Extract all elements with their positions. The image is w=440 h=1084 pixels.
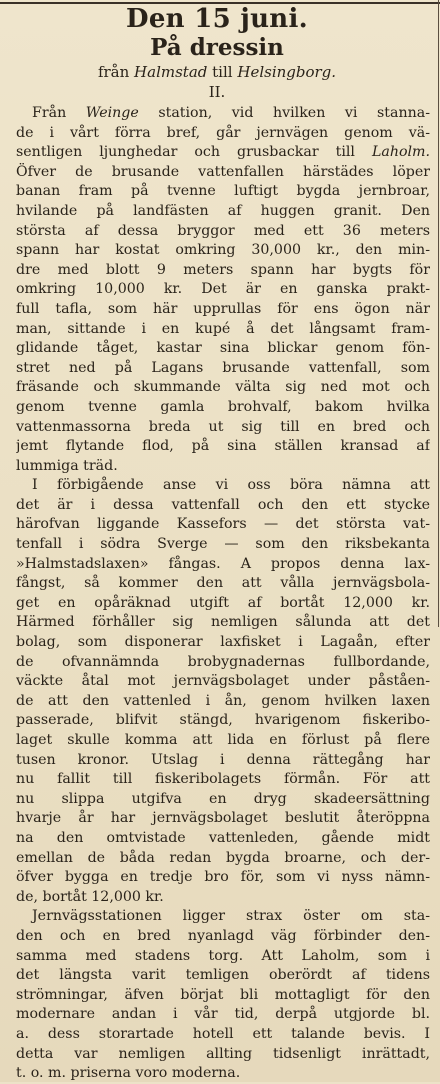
line-text: emellan de båda redan bygda broarne, och der- <box>16 849 430 866</box>
article-line <box>16 986 430 1006</box>
line-text: tusen kronor. Utslag i denna rättegång har <box>16 751 430 768</box>
line-text: banan fram på tvenne luftigt bygda jernbroar, <box>16 183 430 200</box>
line-text: väckte åtal mot jernvägsbolaget under påståen- <box>16 673 430 690</box>
article-line <box>16 711 430 731</box>
line-text: modernare andan i vår tid, derpå utgjorde bl. <box>16 1006 430 1023</box>
article-line <box>16 280 430 300</box>
article-line <box>16 457 430 477</box>
byline-mid: till <box>212 63 233 81</box>
line-text: största af dessa bryggor med ett 36 meters <box>16 222 430 239</box>
line-text: fräsande och skummande välta sig ned mot och <box>16 379 430 396</box>
line-text: a. dess storartade hotell ett talande bevis. I <box>16 1025 430 1042</box>
article-title: På dressin <box>150 34 284 61</box>
line-text: Jernvägsstationen ligger strax öster om sta- <box>32 908 430 925</box>
article-line <box>16 868 430 888</box>
article-line <box>16 222 430 242</box>
article-line <box>16 751 430 771</box>
line-text: full tafla, som här upprullas för ens ögon när <box>16 300 430 317</box>
article-line <box>16 104 430 124</box>
line-text: man, sittande i en kupé å det långsamt fram- <box>16 320 430 337</box>
article-line <box>16 515 430 535</box>
line-text: det längsta varit temligen oberördt af tidens <box>16 967 430 984</box>
part-number: II. <box>208 83 226 101</box>
article-line <box>16 163 430 183</box>
line-text: nu fallit till fiskeribolagets förmån. För att <box>16 771 430 788</box>
article-line <box>16 790 430 810</box>
line-text: genom tvenne gamla brohvalf, bakom hvilka <box>16 398 430 415</box>
line-text: bolag, som disponerar laxfisket i Lagaån, efter <box>16 634 430 651</box>
article-line <box>16 966 430 986</box>
byline-prefix: från <box>97 63 130 81</box>
article-body <box>16 104 430 1084</box>
article-line <box>16 672 430 692</box>
article-line <box>16 555 430 575</box>
article-line <box>16 731 430 751</box>
article-line <box>16 829 430 849</box>
line-text: laget skulle komma att lida en förlust på flere <box>16 732 430 748</box>
article-line <box>16 143 430 163</box>
line-text: omkring 10,000 kr. Det är en ganska prakt- <box>16 281 430 298</box>
line-text: detta var nemligen allting tidsenligt inrättadt, <box>16 1045 430 1062</box>
line-text: härofvan liggande Kassefors — det största vat- <box>16 516 430 533</box>
article-line <box>16 398 430 418</box>
article-line <box>16 339 430 359</box>
byline-from: Halmstad <box>134 63 208 81</box>
line-text: t. o. m. priserna voro moderna. <box>16 1065 241 1082</box>
article-line <box>16 927 430 947</box>
line-text: det är i dessa vattenfall och den ett stycke <box>16 496 430 513</box>
article-line <box>16 320 430 340</box>
line-text: vattenmassorna breda ut sig till en bred och <box>16 418 430 435</box>
byline-to: Helsingborg. <box>237 63 337 81</box>
article-line <box>16 418 430 438</box>
line-text: de att den vattenled i ån, genom hvilken laxen <box>16 692 430 709</box>
line-text: tenfall i södra Sverge — som den riksbekanta <box>16 536 430 553</box>
article-line <box>16 261 430 281</box>
line-text: passerade, blifvit stängd, hvarigenom fiskeribo- <box>16 712 430 729</box>
date-headline: Den 15 juni. <box>125 4 309 34</box>
line-text: fångst, så kommer den att vålla jernvägsbola- <box>16 575 430 592</box>
line-text: lummiga träd. <box>16 457 118 474</box>
line-text: hvarje år har jernvägsbolaget beslutit återöppna <box>16 810 430 827</box>
line-text: de ofvannämnda brobygnadernas fullbordande, <box>16 653 430 670</box>
line-text: jemt flytande flod, på sina ställen kransad af <box>16 438 430 455</box>
article-line <box>16 202 430 222</box>
article-line <box>16 1064 430 1084</box>
article-line <box>16 1005 430 1025</box>
line-text: nu slippa utgifva en dryg skadeersättning <box>16 790 430 807</box>
article-line <box>16 613 430 633</box>
article-line <box>16 888 430 908</box>
article-line <box>16 633 430 653</box>
line-text: »Halmstadslaxen» fångas. A propos denna lax- <box>16 555 430 572</box>
line-text: Öfver de brusande vattenfallen härstädes löper <box>16 163 430 180</box>
article-line <box>16 437 430 457</box>
line-text: dre med blott 9 meters spann har bygts för <box>16 261 430 278</box>
article-line <box>16 849 430 869</box>
article-byline <box>0 63 434 81</box>
article-line <box>16 809 430 829</box>
article-line <box>16 574 430 594</box>
article-line <box>16 1045 430 1065</box>
article-line <box>16 496 430 516</box>
line-text: den och en bred nyanlagd väg förbinder den- <box>16 927 430 944</box>
article-line <box>16 124 430 144</box>
line-text: de, bortåt 12,000 kr. <box>16 888 164 905</box>
line-text: strömningar, äfven börjat bli mottagligt för den <box>16 986 430 1003</box>
line-text: samma med stadens torg. Att Laholm, som i <box>16 947 430 964</box>
line-text: Från <box>32 105 86 121</box>
article-line <box>16 182 430 202</box>
line-text: spann har kostat omkring 30,000 kr., den min- <box>16 242 430 259</box>
column-rule <box>438 0 439 627</box>
article-line <box>16 1025 430 1045</box>
article-line <box>16 947 430 967</box>
line-text: stret ned på Lagans brusande vattenfall, som <box>16 359 430 376</box>
line-text: de i vårt förra bref, går jernvägen genom vä- <box>16 124 430 141</box>
article-line <box>16 692 430 712</box>
article-line <box>16 535 430 555</box>
line-place-name: Laholm. <box>371 144 430 161</box>
line-text: hvilande på landfästen af huggen granit. Den <box>16 202 430 219</box>
line-text-tail: station, vid hvilken vi stanna- <box>138 105 430 121</box>
article-line <box>16 907 430 927</box>
line-text: sentligen ljunghedar och grusbackar till <box>16 144 372 161</box>
line-text: Härmed förhåller sig nemligen sålunda att det <box>16 614 430 631</box>
article-line <box>16 359 430 379</box>
article-line <box>16 300 430 320</box>
line-text: glidande tåget, kastar sina blickar genom fön- <box>16 340 430 357</box>
article-line <box>16 476 430 496</box>
article-line <box>16 770 430 790</box>
article-line <box>16 594 430 614</box>
article-line <box>16 241 430 261</box>
line-text: I förbigående anse vi oss böra nämna att <box>32 477 430 494</box>
line-place-name: Weinge <box>85 105 139 121</box>
article-line <box>16 378 430 398</box>
line-text: na den omtvistade vattenleden, gående midt <box>16 829 430 846</box>
line-text: get en opåräknad utgift af bortåt 12,000 kr. <box>16 594 430 611</box>
article-line <box>16 653 430 673</box>
line-text: öfver bygga en tredje bro för, som vi nyss nämn- <box>16 869 430 886</box>
